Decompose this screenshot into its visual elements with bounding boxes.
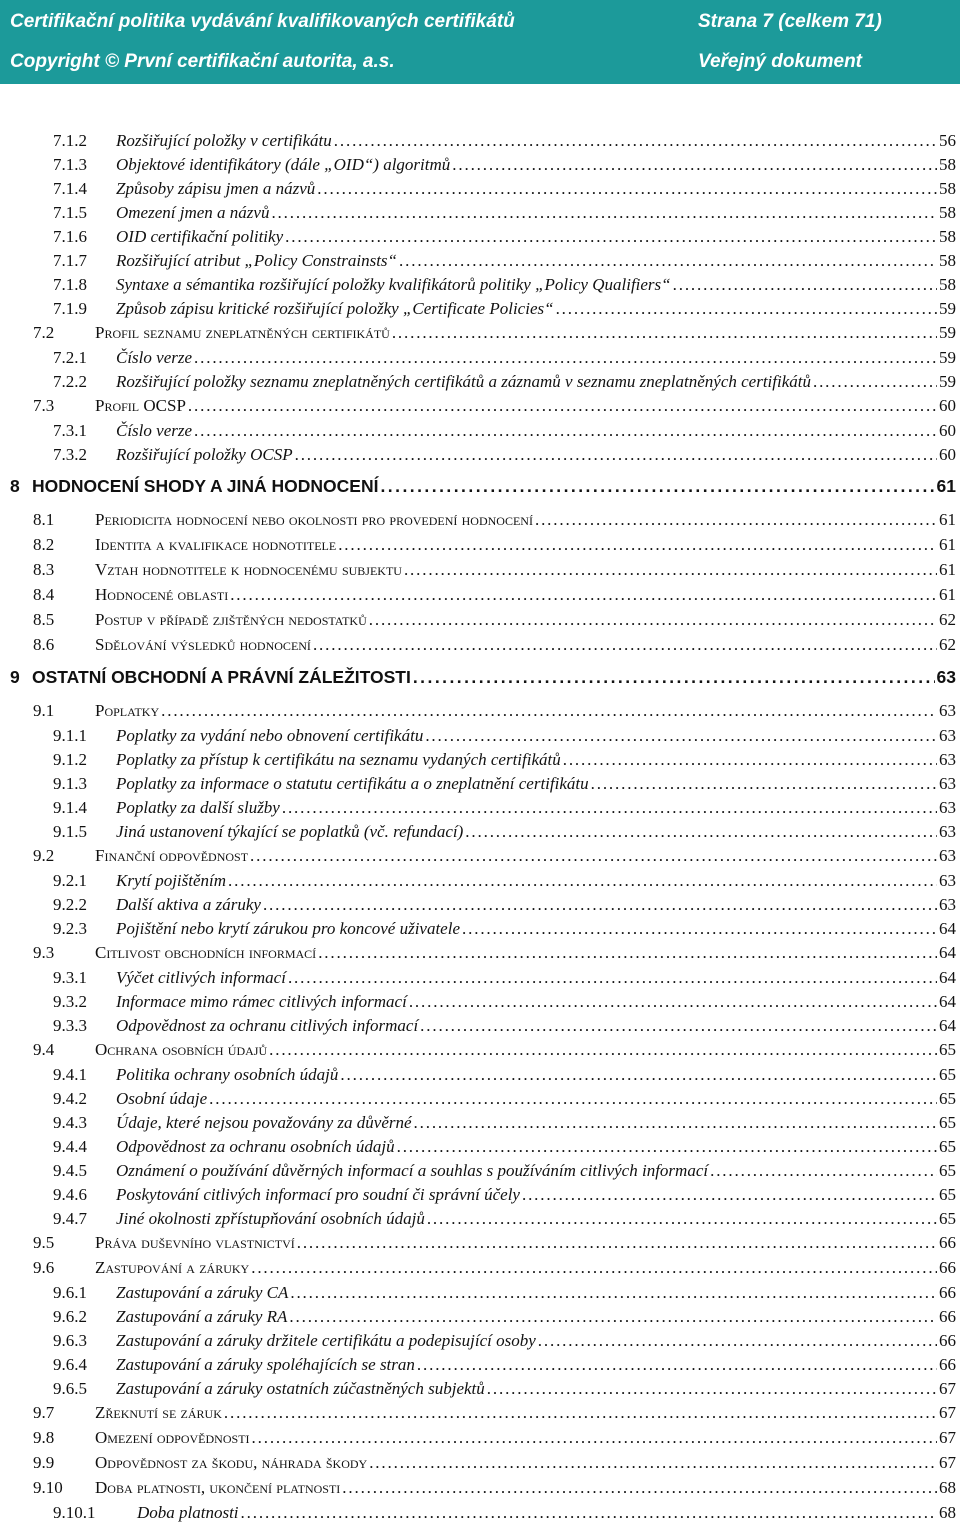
- toc-entry-page: 58: [939, 179, 956, 198]
- toc-entry-page: 58: [939, 227, 956, 246]
- toc-entry-title: Hodnocené oblasti: [95, 585, 229, 604]
- toc-entry[interactable]: [0, 772, 960, 796]
- toc-entry-number: 9.4.3: [53, 1113, 87, 1132]
- toc-entry-title: Pojištění nebo krytí zárukou pro koncové uživatele: [116, 919, 461, 938]
- toc-entry-title: Další aktiva a záruky: [116, 895, 261, 914]
- toc-entry[interactable]: [0, 665, 960, 689]
- dot-leader: [269, 1038, 937, 1062]
- dot-leader: [338, 533, 937, 557]
- toc-entry-number: 7.1.7: [53, 251, 87, 270]
- toc-entry-title: Poplatky za vydání nebo obnovení certifikátu: [116, 726, 424, 745]
- toc-entry-page: 63: [939, 871, 956, 890]
- toc-entry[interactable]: [0, 1256, 960, 1280]
- toc-entry-number: 9.4.2: [53, 1089, 87, 1108]
- toc-entry-title: Zastupování a záruky RA: [116, 1307, 288, 1326]
- toc-entry-title: Číslo verze: [116, 421, 193, 440]
- toc-entry-page: 68: [939, 1503, 956, 1522]
- toc-entry[interactable]: [0, 583, 960, 607]
- toc-entry-title: Omezení jmen a názvů: [116, 203, 270, 222]
- toc-entry-number: 7.3.2: [53, 445, 87, 464]
- toc-entry[interactable]: [0, 893, 960, 917]
- dot-leader: [318, 941, 937, 965]
- toc-entry-title: Rozšiřující položky OCSP: [116, 445, 293, 464]
- toc-entry-page: 63: [939, 701, 956, 720]
- toc-entry-title: Zastupování a záruky: [95, 1258, 250, 1277]
- toc-entry-number: 9.5: [33, 1233, 55, 1252]
- toc-entry[interactable]: [0, 533, 960, 557]
- dot-leader: [289, 1305, 937, 1329]
- toc-entry-number: 9.1.4: [53, 798, 87, 817]
- toc-entry-number: 7.3.1: [53, 421, 87, 440]
- toc-entry-title: Profil seznamu zneplatněných certifikátů: [95, 323, 390, 342]
- toc-entry-title: Zastupování a záruky držitele certifikátu a podepisující osoby: [116, 1331, 536, 1350]
- toc-entry[interactable]: [0, 869, 960, 893]
- toc-entry-number: 8.2: [33, 535, 55, 554]
- dot-leader: [334, 129, 937, 153]
- toc-entry-number: 7.1.3: [53, 155, 87, 174]
- toc-entry-title: Postup v případě zjištěných nedostatků: [95, 610, 367, 629]
- toc-entry-number: 8: [10, 476, 20, 496]
- toc-entry-number: 8.4: [33, 585, 55, 604]
- dot-leader: [290, 1281, 937, 1305]
- toc-entry[interactable]: [0, 321, 960, 345]
- toc-entry-page: 60: [939, 421, 956, 440]
- toc-entry-page: 61: [936, 476, 956, 496]
- toc-entry-title: Finanční odpovědnost: [95, 846, 249, 865]
- toc-entry-page: 58: [939, 275, 956, 294]
- dot-leader: [397, 1135, 937, 1159]
- dot-leader: [282, 796, 937, 820]
- dot-leader: [230, 583, 937, 607]
- toc-entry-page: 58: [939, 155, 956, 174]
- toc-entry-title: HODNOCENÍ SHODY A JINÁ HODNOCENÍ: [32, 476, 379, 496]
- toc-entry-page: 65: [939, 1113, 956, 1132]
- toc-entry-title: Číslo verze: [116, 348, 193, 367]
- toc-entry-page: 65: [939, 1161, 956, 1180]
- toc-entry-title: Poplatky: [95, 701, 160, 720]
- toc-entry-title: Poplatky za informace o statutu certifikátu a o zneplatnění certifikátu: [116, 774, 589, 793]
- toc-entry[interactable]: [0, 558, 960, 582]
- dot-leader: [392, 321, 937, 345]
- toc-entry-number: 9.6.3: [53, 1331, 87, 1350]
- toc-entry-number: 7.1.9: [53, 299, 87, 318]
- toc-entry[interactable]: [0, 796, 960, 820]
- toc-entry-title: Politika ochrany osobních údajů: [116, 1065, 339, 1084]
- toc-entry-number: 9.10: [33, 1478, 63, 1497]
- toc-entry[interactable]: [0, 1377, 960, 1401]
- toc-entry-page: 59: [939, 372, 956, 391]
- dot-leader: [161, 699, 937, 723]
- toc-entry[interactable]: [0, 608, 960, 632]
- dot-leader: [288, 966, 937, 990]
- toc-entry[interactable]: [0, 1183, 960, 1207]
- toc-entry[interactable]: [0, 1207, 960, 1231]
- toc-entry-number: 9.3.1: [53, 968, 87, 987]
- toc-entry-page: 61: [939, 510, 956, 529]
- toc-entry-number: 9.2: [33, 846, 55, 865]
- toc-entry-number: 7.1.8: [53, 275, 87, 294]
- dot-leader: [224, 1401, 937, 1425]
- toc-entry[interactable]: [0, 394, 960, 418]
- toc-entry-number: 9.3.3: [53, 1016, 87, 1035]
- toc-entry-title: Informace mimo rámec citlivých informací: [116, 992, 407, 1011]
- toc-entry-number: 8.1: [33, 510, 55, 529]
- toc-entry-title: Rozšiřující atribut „Policy Constrainsts“: [116, 251, 398, 270]
- toc-entry-page: 67: [939, 1428, 956, 1447]
- toc-entry-number: 9.1.5: [53, 822, 87, 841]
- toc-entry-number: 9.8: [33, 1428, 55, 1447]
- toc-entry-title: Profil OCSP: [95, 396, 186, 415]
- toc-entry-page: 65: [939, 1065, 956, 1084]
- toc-entry[interactable]: [0, 225, 960, 249]
- toc-entry-title: Způsob zápisu kritické rozšiřující položky „Certificate Policies“: [116, 299, 554, 318]
- dot-leader: [591, 772, 937, 796]
- toc-entry[interactable]: [0, 966, 960, 990]
- toc-entry-page: 66: [939, 1283, 956, 1302]
- toc-entry-page: 63: [939, 822, 956, 841]
- toc-entry[interactable]: [0, 917, 960, 941]
- toc-entry-number: 9.4.6: [53, 1185, 87, 1204]
- toc-entry-title: OSTATNÍ OBCHODNÍ A PRÁVNÍ ZÁLEŽITOSTI: [32, 667, 411, 687]
- toc-entry-page: 59: [939, 299, 956, 318]
- toc-entry[interactable]: [0, 1281, 960, 1305]
- toc-entry[interactable]: [0, 1231, 960, 1255]
- toc-entry-title: Oznámení o používání důvěrných informací a souhlas s používáním citlivých informací: [116, 1161, 709, 1180]
- dot-leader: [188, 394, 937, 418]
- dot-leader: [380, 474, 934, 498]
- toc-entry-page: 63: [939, 750, 956, 769]
- toc-entry-title: Krytí pojištěním: [116, 871, 227, 890]
- dot-leader: [414, 1111, 937, 1135]
- dot-leader: [369, 1451, 937, 1475]
- toc-entry-title: Objektové identifikátory (dále „OID“) algoritmů: [116, 155, 451, 174]
- toc-entry[interactable]: [0, 346, 960, 370]
- toc-entry-page: 65: [939, 1209, 956, 1228]
- toc-entry[interactable]: [0, 249, 960, 273]
- dot-leader: [563, 748, 937, 772]
- dot-leader: [452, 153, 937, 177]
- toc-entry-number: 7.2.1: [53, 348, 87, 367]
- toc-entry[interactable]: [0, 844, 960, 868]
- toc-entry-number: 9.4.4: [53, 1137, 87, 1156]
- toc-entry-number: 9.9: [33, 1453, 55, 1472]
- toc-entry[interactable]: [0, 1063, 960, 1087]
- toc-entry[interactable]: [0, 273, 960, 297]
- toc-entry-page: 66: [939, 1331, 956, 1350]
- toc-entry[interactable]: [0, 1451, 960, 1475]
- dot-leader: [209, 1087, 937, 1111]
- toc-entry-page: 56: [939, 131, 956, 150]
- toc-entry-number: 9.1.3: [53, 774, 87, 793]
- toc-entry[interactable]: [0, 1353, 960, 1377]
- toc-entry-number: 9.4.1: [53, 1065, 87, 1084]
- toc-entry-number: 9.6.2: [53, 1307, 87, 1326]
- toc-entry-page: 67: [939, 1379, 956, 1398]
- toc-entry-number: 7.2: [33, 323, 55, 342]
- toc-entry-number: 9.4.7: [53, 1209, 87, 1228]
- dot-leader: [194, 346, 937, 370]
- toc-entry-page: 60: [939, 396, 956, 415]
- toc-entry-title: Citlivost obchodních informací: [95, 943, 317, 962]
- toc-entry-title: Výčet citlivých informací: [116, 968, 286, 987]
- copyright-notice: Copyright © První certifikační autorita, a.s.: [10, 51, 395, 72]
- dot-leader: [404, 558, 937, 582]
- toc-entry[interactable]: [0, 153, 960, 177]
- dot-leader: [487, 1377, 937, 1401]
- dot-leader: [427, 1207, 937, 1231]
- toc-entry-title: Zastupování a záruky CA: [116, 1283, 289, 1302]
- toc-entry-page: 66: [939, 1233, 956, 1252]
- toc-entry-title: Omezení odpovědnosti: [95, 1428, 250, 1447]
- dot-leader: [413, 665, 935, 689]
- toc-entry-number: 9.3: [33, 943, 55, 962]
- toc-entry-page: 63: [939, 726, 956, 745]
- toc-entry-page: 63: [939, 895, 956, 914]
- toc-entry-title: Poplatky za přístup k certifikátu na seznamu vydaných certifikátů: [116, 750, 561, 769]
- toc-entry-number: 9.2.2: [53, 895, 87, 914]
- dot-leader: [342, 1476, 937, 1500]
- dot-leader: [251, 1256, 937, 1280]
- toc-entry-number: 9.6.1: [53, 1283, 87, 1302]
- toc-entry-page: 66: [939, 1307, 956, 1326]
- toc-entry-page: 64: [939, 1016, 956, 1035]
- toc-entry-title: Vztah hodnotitele k hodnocenému subjektu: [95, 560, 402, 579]
- toc-entry-page: 59: [939, 348, 956, 367]
- dot-leader: [297, 1231, 937, 1255]
- toc-entry[interactable]: [0, 201, 960, 225]
- toc-entry-number: 9.6.5: [53, 1379, 87, 1398]
- toc-entry-number: 9.2.1: [53, 871, 87, 890]
- document-title: Certifikační politika vydávání kvalifikovaných certifikátů: [10, 11, 515, 32]
- toc-entry-number: 9.4.5: [53, 1161, 87, 1180]
- toc-entry[interactable]: [0, 297, 960, 321]
- toc-entry-title: Způsoby zápisu jmen a názvů: [116, 179, 316, 198]
- toc-entry[interactable]: [0, 941, 960, 965]
- toc-entry[interactable]: [0, 474, 960, 498]
- toc-entry[interactable]: [0, 633, 960, 657]
- toc-entry[interactable]: [0, 129, 960, 153]
- toc-entry-title: Odpovědnost za ochranu osobních údajů: [116, 1137, 395, 1156]
- toc-entry-title: Odpovědnost za škodu, náhrada škody: [95, 1453, 368, 1472]
- dot-leader: [556, 297, 937, 321]
- dot-leader: [710, 1159, 937, 1183]
- toc-entry-number: 9.7: [33, 1403, 55, 1422]
- toc-entry[interactable]: [0, 1087, 960, 1111]
- toc-entry-number: 7.1.4: [53, 179, 87, 198]
- toc-entry-page: 62: [939, 635, 956, 654]
- toc-entry-number: 9.1.2: [53, 750, 87, 769]
- toc-entry[interactable]: [0, 1329, 960, 1353]
- dot-leader: [813, 370, 937, 394]
- toc-entry-number: 8.6: [33, 635, 55, 654]
- dot-leader: [263, 893, 937, 917]
- toc-entry-page: 63: [939, 846, 956, 865]
- toc-entry-title: Periodicita hodnocení nebo okolnosti pro provedení hodnocení: [95, 510, 533, 529]
- dot-leader: [369, 608, 937, 632]
- toc-entry-title: Doba platnosti, ukončení platnosti: [95, 1478, 341, 1497]
- toc-entry-page: 61: [939, 560, 956, 579]
- toc-entry-title: Práva duševního vlastnictví: [95, 1233, 295, 1252]
- toc-entry-title: Poskytování citlivých informací pro soudní či správní účely: [116, 1185, 520, 1204]
- dot-leader: [465, 820, 937, 844]
- toc-entry-page: 66: [939, 1355, 956, 1374]
- toc-entry-number: 7.3: [33, 396, 55, 415]
- toc-entry-title: Ochrana osobních údajů: [95, 1040, 268, 1059]
- toc-entry-title: Poplatky za další služby: [116, 798, 280, 817]
- toc-entry-page: 66: [939, 1258, 956, 1277]
- toc-entry-page: 65: [939, 1185, 956, 1204]
- page-indicator: Strana 7 (celkem 71): [698, 11, 882, 32]
- toc-entry[interactable]: [0, 443, 960, 467]
- toc-entry-page: 65: [939, 1089, 956, 1108]
- toc-entry[interactable]: [0, 1426, 960, 1450]
- toc-entry-page: 60: [939, 445, 956, 464]
- toc-entry[interactable]: [0, 820, 960, 844]
- toc-entry-page: 63: [936, 667, 956, 687]
- toc-entry-number: 7.1.5: [53, 203, 87, 222]
- toc-entry[interactable]: [0, 1135, 960, 1159]
- toc-entry-page: 61: [939, 585, 956, 604]
- toc-entry[interactable]: [0, 1476, 960, 1500]
- toc-entry-page: 64: [939, 992, 956, 1011]
- dot-leader: [340, 1063, 937, 1087]
- dot-leader: [399, 249, 937, 273]
- dot-leader: [417, 1353, 937, 1377]
- toc-entry[interactable]: [0, 990, 960, 1014]
- toc-entry-title: OID certifikační politiky: [116, 227, 284, 246]
- dot-leader: [271, 201, 937, 225]
- toc-entry-number: 9.6: [33, 1258, 55, 1277]
- toc-entry[interactable]: [0, 699, 960, 723]
- toc-entry-page: 62: [939, 610, 956, 629]
- dot-leader: [313, 633, 937, 657]
- dot-leader: [409, 990, 937, 1014]
- toc-entry[interactable]: [0, 1038, 960, 1062]
- toc-entry[interactable]: [0, 1014, 960, 1038]
- toc-entry-title: Jiná ustanovení týkající se poplatků (vč. refundací): [116, 822, 464, 841]
- toc-entry-number: 7.1.2: [53, 131, 87, 150]
- toc-entry-page: 64: [939, 943, 956, 962]
- dot-leader: [538, 1329, 937, 1353]
- toc-entry-title: Syntaxe a sémantika rozšiřující položky kvalifikátorů politiky „Policy Qualifiers“: [116, 275, 671, 294]
- dot-leader: [241, 1501, 937, 1525]
- toc-entry-page: 64: [939, 919, 956, 938]
- toc-entry[interactable]: [0, 724, 960, 748]
- toc-entry[interactable]: [0, 748, 960, 772]
- toc-entry-number: 8.5: [33, 610, 55, 629]
- toc-entry[interactable]: [0, 419, 960, 443]
- toc-entry[interactable]: [0, 370, 960, 394]
- toc-entry[interactable]: [0, 1401, 960, 1425]
- toc-entry-title: Údaje, které nejsou považovány za důvěrné: [116, 1113, 412, 1132]
- toc-entry[interactable]: [0, 1305, 960, 1329]
- toc-entry-number: 9.3.2: [53, 992, 87, 1011]
- toc-entry-page: 64: [939, 968, 956, 987]
- dot-leader: [425, 724, 937, 748]
- toc-entry-title: Rozšiřující položky seznamu zneplatněných certifikátů a záznamů v seznamu zneplatněných certifikátů: [116, 372, 811, 391]
- dot-leader: [295, 443, 937, 467]
- toc-entry-title: Sdělování výsledků hodnocení: [95, 635, 311, 654]
- dot-leader: [673, 273, 937, 297]
- toc-entry-page: 68: [939, 1478, 956, 1497]
- dot-leader: [252, 1426, 937, 1450]
- toc-entry-page: 63: [939, 774, 956, 793]
- toc-entry-title: Osobní údaje: [116, 1089, 208, 1108]
- dot-leader: [420, 1014, 937, 1038]
- toc-entry[interactable]: [0, 1159, 960, 1183]
- toc-entry-page: 65: [939, 1137, 956, 1156]
- toc-entry[interactable]: [0, 1111, 960, 1135]
- toc-entry-title: Zastupování a záruky ostatních zúčastněných subjektů: [116, 1379, 485, 1398]
- toc-entry-page: 67: [939, 1453, 956, 1472]
- toc-entry-title: Doba platnosti: [137, 1503, 239, 1522]
- toc-entry-number: 9.1: [33, 701, 55, 720]
- toc-entry[interactable]: [0, 1501, 960, 1525]
- toc-entry-number: 9.4: [33, 1040, 55, 1059]
- dot-leader: [535, 508, 937, 532]
- toc-entry-number: 9.1.1: [53, 726, 87, 745]
- toc-entry-page: 65: [939, 1040, 956, 1059]
- toc-entry[interactable]: [0, 508, 960, 532]
- dot-leader: [194, 419, 937, 443]
- toc-entry-page: 58: [939, 203, 956, 222]
- toc-entry-page: 67: [939, 1403, 956, 1422]
- toc-entry-title: Zastupování a záruky spoléhajících se stran: [116, 1355, 415, 1374]
- toc-entry-number: 8.3: [33, 560, 55, 579]
- dot-leader: [462, 917, 937, 941]
- dot-leader: [285, 225, 937, 249]
- dot-leader: [522, 1183, 937, 1207]
- toc-entry-number: 9.10.1: [53, 1503, 96, 1522]
- toc-entry-number: 9: [10, 667, 20, 687]
- toc-entry-page: 63: [939, 798, 956, 817]
- dot-leader: [317, 177, 937, 201]
- toc-entry-page: 61: [939, 535, 956, 554]
- toc-entry-title: Rozšiřující položky v certifikátu: [116, 131, 332, 150]
- toc-entry-page: 58: [939, 251, 956, 270]
- toc-entry-title: Odpovědnost za ochranu citlivých informací: [116, 1016, 419, 1035]
- toc-entry-number: 9.2.3: [53, 919, 87, 938]
- toc-entry-title: Identita a kvalifikace hodnotitele: [95, 535, 337, 554]
- toc-entry-title: Zřeknutí se záruk: [95, 1403, 222, 1422]
- dot-leader: [250, 844, 937, 868]
- toc-entry[interactable]: [0, 177, 960, 201]
- toc-entry-number: 9.6.4: [53, 1355, 87, 1374]
- document-classification: Veřejný dokument: [698, 51, 863, 72]
- dot-leader: [228, 869, 937, 893]
- toc-entry-page: 59: [939, 323, 956, 342]
- toc-entry-title: Jiné okolnosti zpřístupňování osobních údajů: [116, 1209, 425, 1228]
- toc-entry-number: 7.1.6: [53, 227, 87, 246]
- toc-entry-number: 7.2.2: [53, 372, 87, 391]
